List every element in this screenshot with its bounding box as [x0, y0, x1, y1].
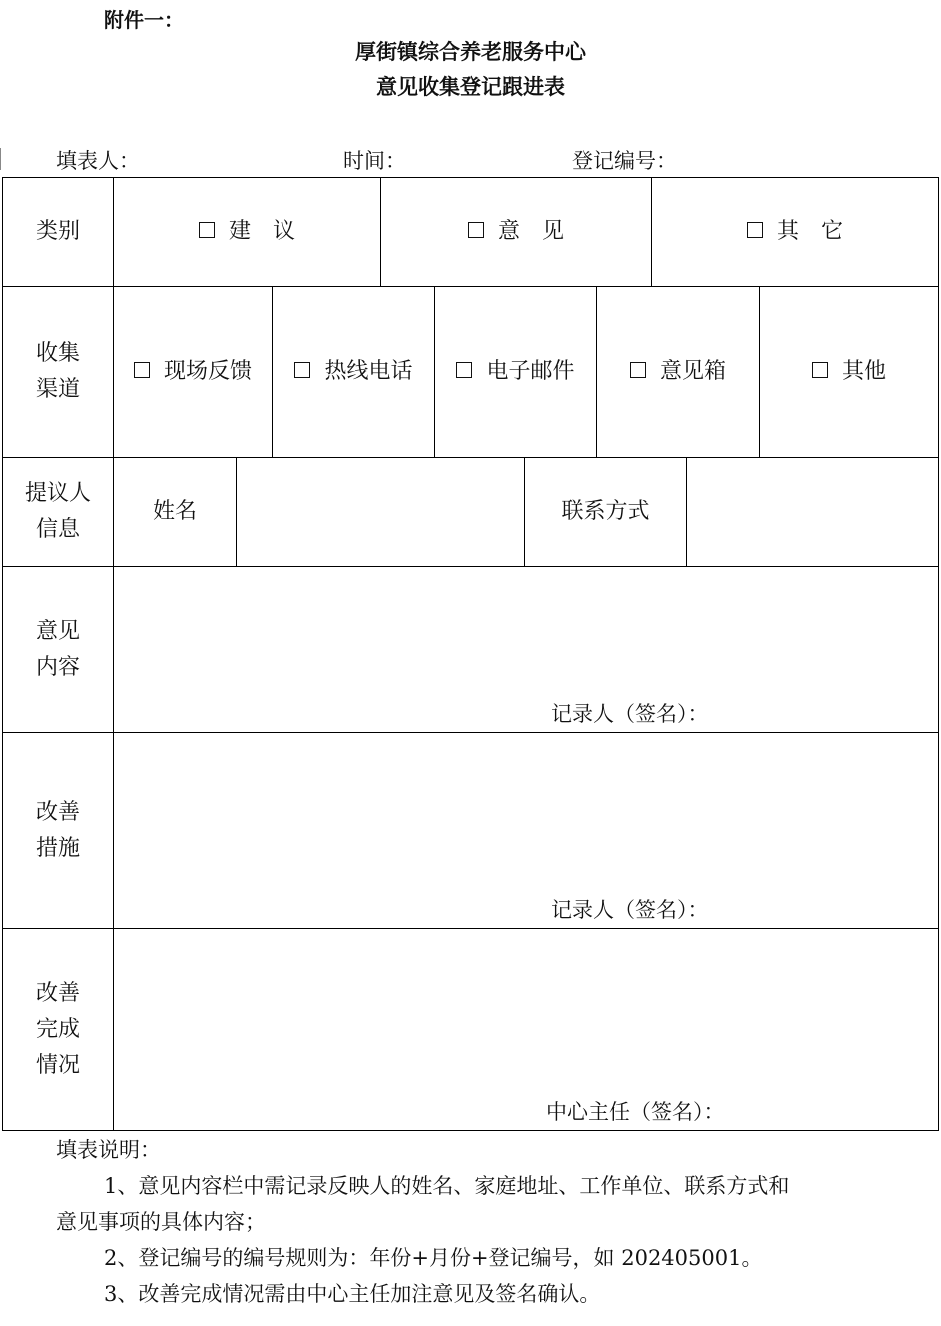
- channel-option-email[interactable]: [435, 287, 596, 457]
- filler-field-label: 填表人：: [56, 149, 140, 173]
- channel-header-line: 渠道: [35, 377, 80, 402]
- checkbox-icon[interactable]: [747, 222, 763, 238]
- proposer-header-line: 提议人: [24, 481, 91, 506]
- channel-option-label: 热线电话: [324, 359, 413, 384]
- channel-option-label: 其他: [841, 359, 886, 384]
- completion-content-area[interactable]: [114, 929, 938, 1130]
- channel-option-label: 电子邮件: [486, 359, 575, 384]
- checkbox-icon[interactable]: [134, 362, 150, 378]
- measures-recorder-signature: 记录人（签名）：: [551, 898, 709, 922]
- checkbox-icon[interactable]: [812, 362, 828, 378]
- category-header: 类别: [35, 219, 80, 244]
- note-item-2: 2、登记编号的编号规则为：年份+月份+登记编号，如 202405001。: [104, 1246, 763, 1270]
- channel-header-line: 收集: [35, 341, 80, 366]
- category-option-label: 意 见: [497, 219, 564, 244]
- director-signature: 中心主任（签名）：: [546, 1100, 725, 1124]
- annex-label: 附件一：: [104, 8, 184, 32]
- note-item-1: 1、意见内容栏中需记录反映人的姓名、家庭地址、工作单位、联系方式和: [104, 1174, 790, 1198]
- opinion-header-line: 内容: [35, 654, 80, 680]
- category-option-suggestion[interactable]: [114, 178, 380, 286]
- time-field-label: 时间：: [343, 149, 406, 173]
- channel-option-mailbox[interactable]: [597, 287, 759, 457]
- channel-option-other[interactable]: [760, 287, 938, 457]
- note-item-1-continued: 意见事项的具体内容；: [56, 1210, 266, 1234]
- opinion-content-area[interactable]: [114, 567, 938, 732]
- channel-option-label: 意见箱: [659, 359, 726, 384]
- note-item-3: 3、改善完成情况需由中心主任加注意见及签名确认。: [104, 1282, 601, 1306]
- measures-header-line: 改善: [35, 799, 80, 825]
- margin-mark: [0, 148, 5, 170]
- completion-header-line: 情况: [35, 1052, 80, 1078]
- name-input[interactable]: [237, 458, 524, 566]
- form-title: 厚街镇综合养老服务中心: [355, 39, 586, 64]
- opinion-header: [3, 567, 113, 732]
- completion-header-line: 改善: [35, 980, 80, 1006]
- contact-input[interactable]: [687, 458, 938, 566]
- completion-header-line: 完成: [35, 1016, 80, 1042]
- channel-option-hotline[interactable]: [273, 287, 434, 457]
- proposer-header: [3, 458, 113, 566]
- checkbox-icon[interactable]: [630, 362, 646, 378]
- measures-header: [3, 733, 113, 928]
- channel-option-label: 现场反馈: [163, 359, 252, 384]
- checkbox-icon[interactable]: [468, 222, 484, 238]
- measures-content-area[interactable]: [114, 733, 938, 928]
- channel-option-onsite[interactable]: [114, 287, 272, 457]
- form-subtitle: 意见收集登记跟进表: [376, 74, 565, 99]
- notes-heading: 填表说明：: [56, 1138, 161, 1162]
- checkbox-icon[interactable]: [294, 362, 310, 378]
- measures-header-line: 措施: [35, 835, 80, 861]
- opinion-recorder-signature: 记录人（签名）：: [551, 702, 709, 726]
- category-option-opinion[interactable]: [381, 178, 651, 286]
- category-option-other[interactable]: [652, 178, 938, 286]
- completion-header: [3, 929, 113, 1130]
- channel-header: [3, 287, 113, 457]
- checkbox-icon[interactable]: [199, 222, 215, 238]
- checkbox-icon[interactable]: [456, 362, 472, 378]
- opinion-header-line: 意见: [35, 618, 80, 644]
- reg-no-field-label: 登记编号：: [572, 149, 677, 173]
- contact-label: 联系方式: [561, 499, 650, 524]
- category-option-label: 其 它: [776, 219, 843, 244]
- category-option-label: 建 议: [228, 219, 295, 244]
- name-label: 姓名: [152, 499, 197, 524]
- proposer-header-line: 信息: [35, 517, 80, 542]
